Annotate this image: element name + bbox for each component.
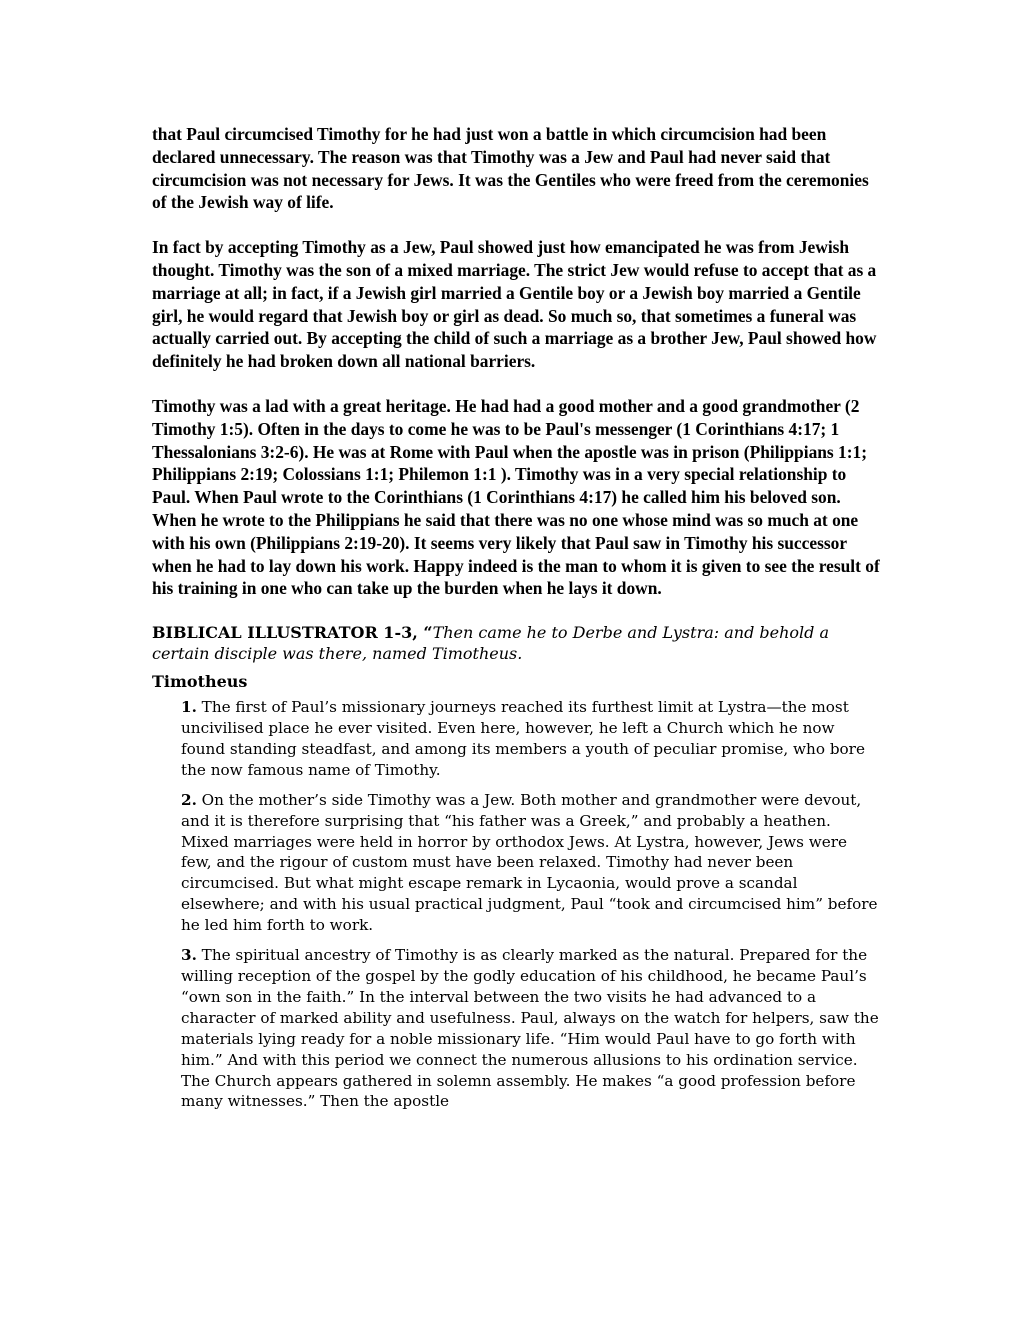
point-number: 3. — [181, 946, 197, 965]
paragraph-circumcision: that Paul circumcised Timothy for he had just won a battle in which circumcision had been declared unnecessary. The reason was that Timothy was a Jew and Paul had never said that circumcision was not necessary for Jews. It was the Gentiles who were freed from the ceremonies of the Jewish way of life. — [152, 124, 869, 213]
point-number: 1. — [181, 698, 197, 717]
point-text: On the mother’s side Timothy was a Jew. Both mother and grandmother were devout, and it is therefore surprising that “his father was a Greek,” and probably a heathen. Mixed marriages were held in horror by orthodox Jews. At Lystra, however, Jews were few, and the rigour of custom must have been relaxed. Timothy had never been circumcised. But what might escape remark in Lycaonia, would prove a scandal elsewhere; and with his usual practical judgment, Paul “took and circumcised him” before he led him forth to work. — [181, 790, 878, 935]
illustrator-heading — [152, 622, 882, 664]
paragraph-heritage: Timothy was a lad with a great heritage. He had had a good mother and a good grandmother (2 Timothy 1:5). Often in the days to come he was to be Paul's messenger (1 Corinthians 4:17; 1 Thessalonians 3:2-6). He was at Rome with Paul when the apostle was in prison (Philippians 1:1; Philippians 2:19; Colossians 1:1; Philemon 1:1 ). Timothy was in a very special relationship to Paul. When Paul wrote to the Corinthians (1 Corinthians 4:17) he called him his beloved son. When he wrote to the Philippians he said that there was no one whose mind was so much at one with his own (Philippians 2:19-20). It seems very likely that Paul saw in Timothy his successor when he had to lay down his work. Happy indeed is the man to whom it is given to see the result of his training in one who can take up the burden when he lays it down. — [152, 395, 880, 599]
illustrator-quote: Then came he to Derbe and Lystra: and behold a certain disciple was there, named Timotheus. — [152, 623, 830, 664]
numbered-point-1 — [181, 697, 882, 781]
point-number: 2. — [181, 790, 197, 809]
numbered-point-3 — [181, 945, 882, 1112]
paragraph-mixed-marriage: In fact by accepting Timothy as a Jew, Paul showed just how emancipated he was from Jewish thought. Timothy was the son of a mixed marriage. The strict Jew would refuse to accept that as a marriage at all; in fact, if a Jewish girl married a Gentile boy or a Jewish boy married a Gentile girl, he would regard that Jewish boy or girl as dead. So much so, that sometimes a funeral was actually carried out. By accepting the child of such a marriage as a brother Jew, Paul showed how definitely he had broken down all national barriers. — [152, 237, 877, 372]
point-text: The first of Paul’s missionary journeys reached its furthest limit at Lystra—the most uncivilised place he ever visited. Even here, however, he left a Church which he now found standing steadfast, and among its members a youth of peculiar promise, who bore the now famous name of Timothy. — [181, 698, 865, 779]
point-text: The spiritual ancestry of Timothy is as clearly marked as the natural. Prepared for the willing reception of the gospel by the godly education of his childhood, he became Paul’s “own son in the faith.” In the interval between the two visits he had advanced to a character of marked ability and usefulness. Paul, always on the watch for helpers, saw the materials lying ready for a noble missionary life. “Him would Paul have to go forth with him.” And with this period we connect the numerous allusions to his ordination service. The Church appears gathered in solemn assembly. He makes “a good profession before many witnesses.” Then the apostle — [181, 946, 879, 1111]
illustrator-lead: BIBLICAL ILLUSTRATOR 1-3, “ — [152, 623, 433, 643]
document-page — [152, 123, 882, 1121]
section-title: Timotheus — [152, 672, 248, 692]
numbered-point-2 — [181, 790, 882, 936]
